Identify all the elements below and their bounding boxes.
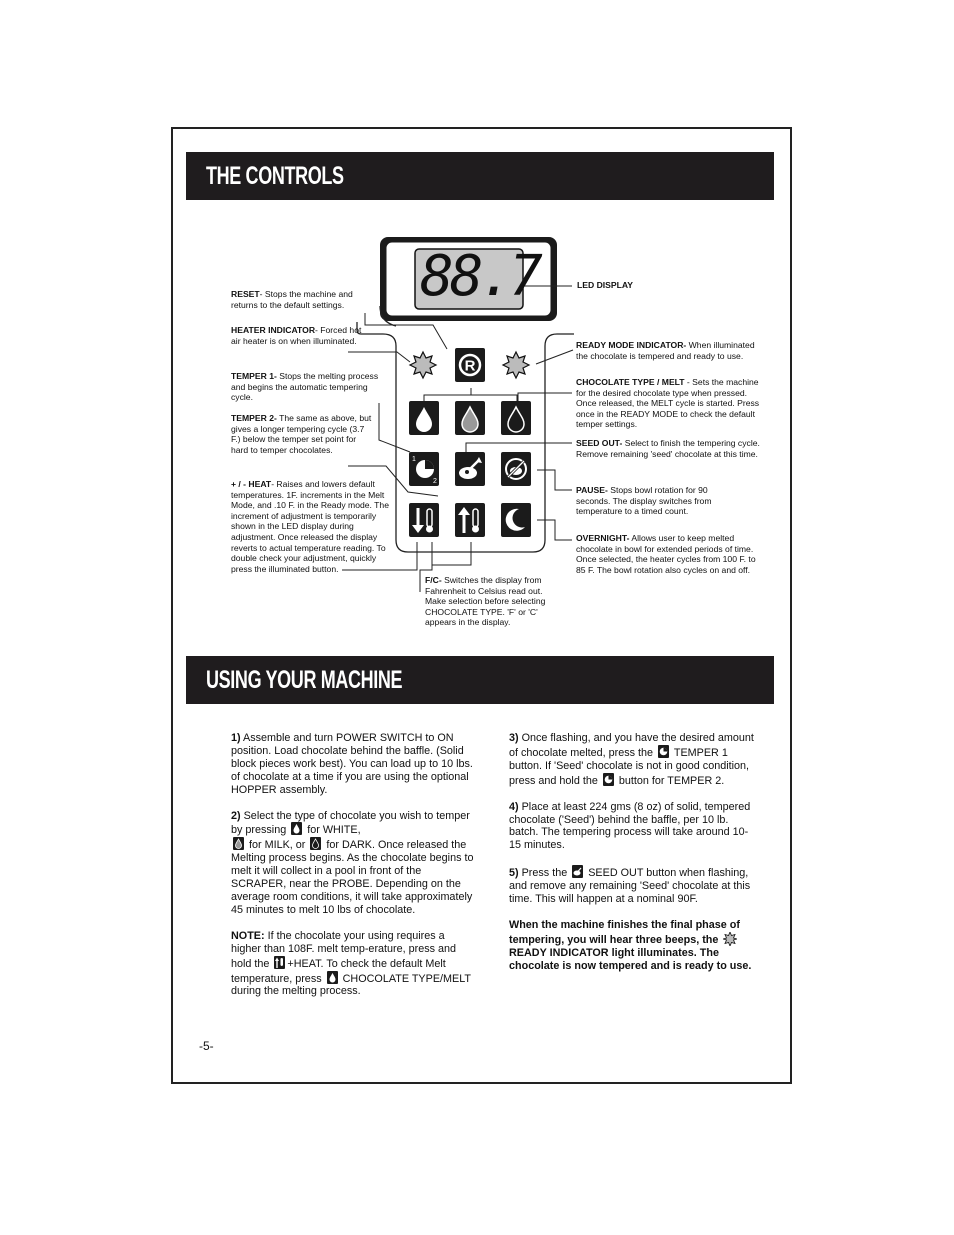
overnight-annotation bbox=[576, 533, 760, 575]
controls-title: THE CONTROLS bbox=[206, 162, 344, 190]
step-2-text-b: for WHITE, bbox=[307, 824, 361, 837]
step-5-text-b: SEED OUT button when flashing, and remove any remaining 'Seed' chocolate at this time. This will happen at a nominal 90F. bbox=[509, 867, 751, 906]
ready-starburst-icon bbox=[503, 352, 529, 378]
usage-banner bbox=[186, 656, 774, 704]
step-4-number: 4) bbox=[509, 800, 519, 813]
heat-down-icon bbox=[409, 503, 439, 537]
temper1-desc: Stops the melting process and begins the automatic tempering cycle. bbox=[231, 371, 379, 403]
temper-icon bbox=[409, 452, 439, 486]
dark-drop-icon bbox=[310, 837, 321, 850]
pause-desc: Stops bowl rotation for 90 seconds. The display switches from temperature to a timed count. bbox=[576, 485, 712, 517]
reset-desc: - Stops the machine and returns to the default settings. bbox=[231, 289, 353, 310]
heater-annotation bbox=[231, 325, 369, 346]
led-display-label: LED DISPLAY bbox=[577, 280, 634, 290]
overnight-moon-icon bbox=[501, 503, 531, 537]
step-5 bbox=[509, 865, 757, 906]
overnight-button[interactable] bbox=[501, 503, 531, 537]
heater-title: HEATER INDICATOR bbox=[231, 325, 316, 335]
step-3-text-b: TEMPER 1 button. If 'Seed' chocolate is not in good condition, press and hold the bbox=[509, 746, 750, 787]
led-display: 88.7 bbox=[420, 244, 539, 309]
milk-drop-icon bbox=[233, 837, 244, 850]
usage-left-column bbox=[231, 732, 477, 1011]
step-1-text: Assemble and turn POWER SWITCH to ON position. Load chocolate behind the baffle. (Solid block pieces work best). You can load up to 10 lbs. of chocolate at a time if you are using the optional HOPPER assembly. bbox=[231, 732, 473, 796]
choc-type-annotation bbox=[576, 377, 766, 430]
temper1-title: TEMPER 1- bbox=[231, 371, 277, 381]
temper-icon bbox=[658, 745, 669, 758]
page-number: -5- bbox=[199, 1039, 214, 1053]
reset-annotation bbox=[231, 289, 371, 310]
heat-desc: - Raises and lowers default temperatures. 1F. increments in the Melt Mode, and .10 F. in the Ready mode. The increment of adjustment is temporarily shown in the LED display during adjustment. Once released the display reverts to actual temperature reading. To double check your adjustment, quickly press the illuminated button. bbox=[231, 479, 389, 574]
heat-up-icon bbox=[455, 503, 485, 537]
milk-drop-icon bbox=[455, 401, 485, 435]
note-text-a: If the chocolate your using requires a higher than 108F. melt temp-erature, press and hold the bbox=[231, 929, 457, 970]
step-5-text-a: Press the bbox=[521, 867, 568, 880]
step-4-text: Place at least 224 gms (8 oz) of solid, tempered chocolate ('Seed') behind the baffle, per 10 lb. batch. The tempering process will take around 10-15 minutes. bbox=[509, 800, 751, 852]
seed-out-desc: Select to finish the tempering cycle. Remove remaining 'seed' chocolate at this time. bbox=[576, 438, 760, 459]
temper2-annotation bbox=[231, 413, 373, 455]
heat-title: + / - HEAT bbox=[231, 479, 272, 489]
dark-chocolate-button[interactable] bbox=[501, 401, 531, 435]
temper-button[interactable] bbox=[409, 452, 439, 486]
choc-type-title: CHOCOLATE TYPE / MELT bbox=[576, 377, 685, 387]
reset-button[interactable] bbox=[455, 348, 485, 382]
step-2-text-c: for MILK, or bbox=[249, 839, 306, 852]
ready-annotation bbox=[576, 340, 756, 361]
white-drop-icon bbox=[409, 401, 439, 435]
reset-icon bbox=[455, 348, 485, 382]
white-chocolate-button[interactable] bbox=[409, 401, 439, 435]
heat-down-button[interactable] bbox=[409, 503, 439, 537]
drop-icon bbox=[327, 971, 338, 984]
fc-desc: Switches the display from Fahrenheit to Celsius read out. Make selection before selecting CHOCOLATE TYPE. 'F' or 'C' appears in the display. bbox=[425, 575, 546, 628]
step-3-number: 3) bbox=[509, 732, 519, 744]
step-3-text-c: button for TEMPER 2. bbox=[618, 774, 725, 787]
step-2 bbox=[231, 810, 477, 917]
ready-desc: When illuminated the chocolate is tempered and ready to use. bbox=[576, 340, 755, 361]
white-drop-icon bbox=[291, 822, 302, 835]
temper1-annotation bbox=[231, 371, 379, 403]
heat-up-button[interactable] bbox=[455, 503, 485, 537]
milk-chocolate-button[interactable] bbox=[455, 401, 485, 435]
seed-out-icon bbox=[572, 865, 583, 878]
step-2-number: 2) bbox=[231, 809, 241, 822]
svg-text:R: R bbox=[464, 357, 476, 375]
ready-title: READY MODE INDICATOR- bbox=[576, 340, 687, 350]
svg-text:1: 1 bbox=[412, 456, 416, 463]
temper2-title: TEMPER 2- bbox=[231, 413, 277, 423]
note-label: NOTE: bbox=[231, 929, 265, 942]
seed-out-icon bbox=[455, 452, 485, 486]
step-2-text-d: for DARK. Once released the Melting process begins. As the chocolate begins to melt it will collect in a pool in front of the SCRAPER, near the PROBE. Depending on the average room conditions, it will take approximately 45 minutes to melt 10 lbs of chocolate. bbox=[231, 839, 474, 916]
step-1 bbox=[231, 732, 477, 797]
step-5-number: 5) bbox=[509, 867, 519, 880]
pause-title: PAUSE- bbox=[576, 485, 608, 495]
pause-button[interactable] bbox=[501, 452, 531, 486]
step-1-number: 1) bbox=[231, 732, 241, 744]
note bbox=[231, 930, 477, 999]
heat-up-icon bbox=[274, 956, 285, 969]
fc-annotation bbox=[425, 575, 560, 628]
fc-title: F/C- bbox=[425, 575, 442, 585]
seed-out-button[interactable] bbox=[455, 452, 485, 486]
seed-out-title: SEED OUT- bbox=[576, 438, 623, 448]
heater-starburst-icon bbox=[410, 352, 436, 378]
usage-right-column bbox=[509, 732, 757, 986]
final-note bbox=[509, 919, 757, 973]
dark-drop-icon bbox=[501, 401, 531, 435]
step-4 bbox=[509, 801, 757, 853]
ready-starburst-icon bbox=[723, 932, 737, 946]
step-3 bbox=[509, 732, 757, 788]
overnight-desc: Allows user to keep melted chocolate in bowl for extended periods of time. Once selected, the heater cycles from 100 F. to 85 F. The bowl rotation also cycles on and off. bbox=[576, 533, 756, 575]
heater-desc: - Forced hot air heater is on when illuminated. bbox=[231, 325, 362, 346]
note-text-c: CHOCOLATE TYPE/MELT during the melting process. bbox=[231, 972, 471, 998]
heat-annotation bbox=[231, 479, 389, 574]
overnight-title: OVERNIGHT- bbox=[576, 533, 630, 543]
final-note-text-b: READY INDICATOR light illuminates. The chocolate is now tempered and is ready to use. bbox=[509, 946, 752, 972]
pause-icon bbox=[501, 452, 531, 486]
choc-type-desc: - Sets the machine for the desired chocolate type when pressed. Once released, the MELT cycle is started. Press once in the READY MODE to check the default temper settings. bbox=[576, 377, 760, 430]
final-note-text-a: When the machine finishes the final phase of tempering, you will hear three beeps, the bbox=[509, 918, 740, 946]
temper-icon bbox=[603, 773, 614, 786]
note-text-b: +HEAT. To check the default Melt temperature, press bbox=[231, 957, 446, 985]
seed-out-annotation bbox=[576, 438, 761, 459]
step-2-text-a: Select the type of chocolate you wish to temper by pressing bbox=[231, 809, 470, 837]
reset-title: RESET bbox=[231, 289, 260, 299]
pause-annotation bbox=[576, 485, 736, 517]
step-3-text-a: Once flashing, and you have the desired amount of chocolate melted, press the bbox=[509, 732, 754, 759]
svg-text:2: 2 bbox=[433, 478, 437, 485]
usage-title: USING YOUR MACHINE bbox=[206, 666, 403, 694]
temper2-desc: The same as above, but gives a longer tempering cycle (3.7 F.) below the temper set point for hard to temper chocolates. bbox=[231, 413, 372, 455]
